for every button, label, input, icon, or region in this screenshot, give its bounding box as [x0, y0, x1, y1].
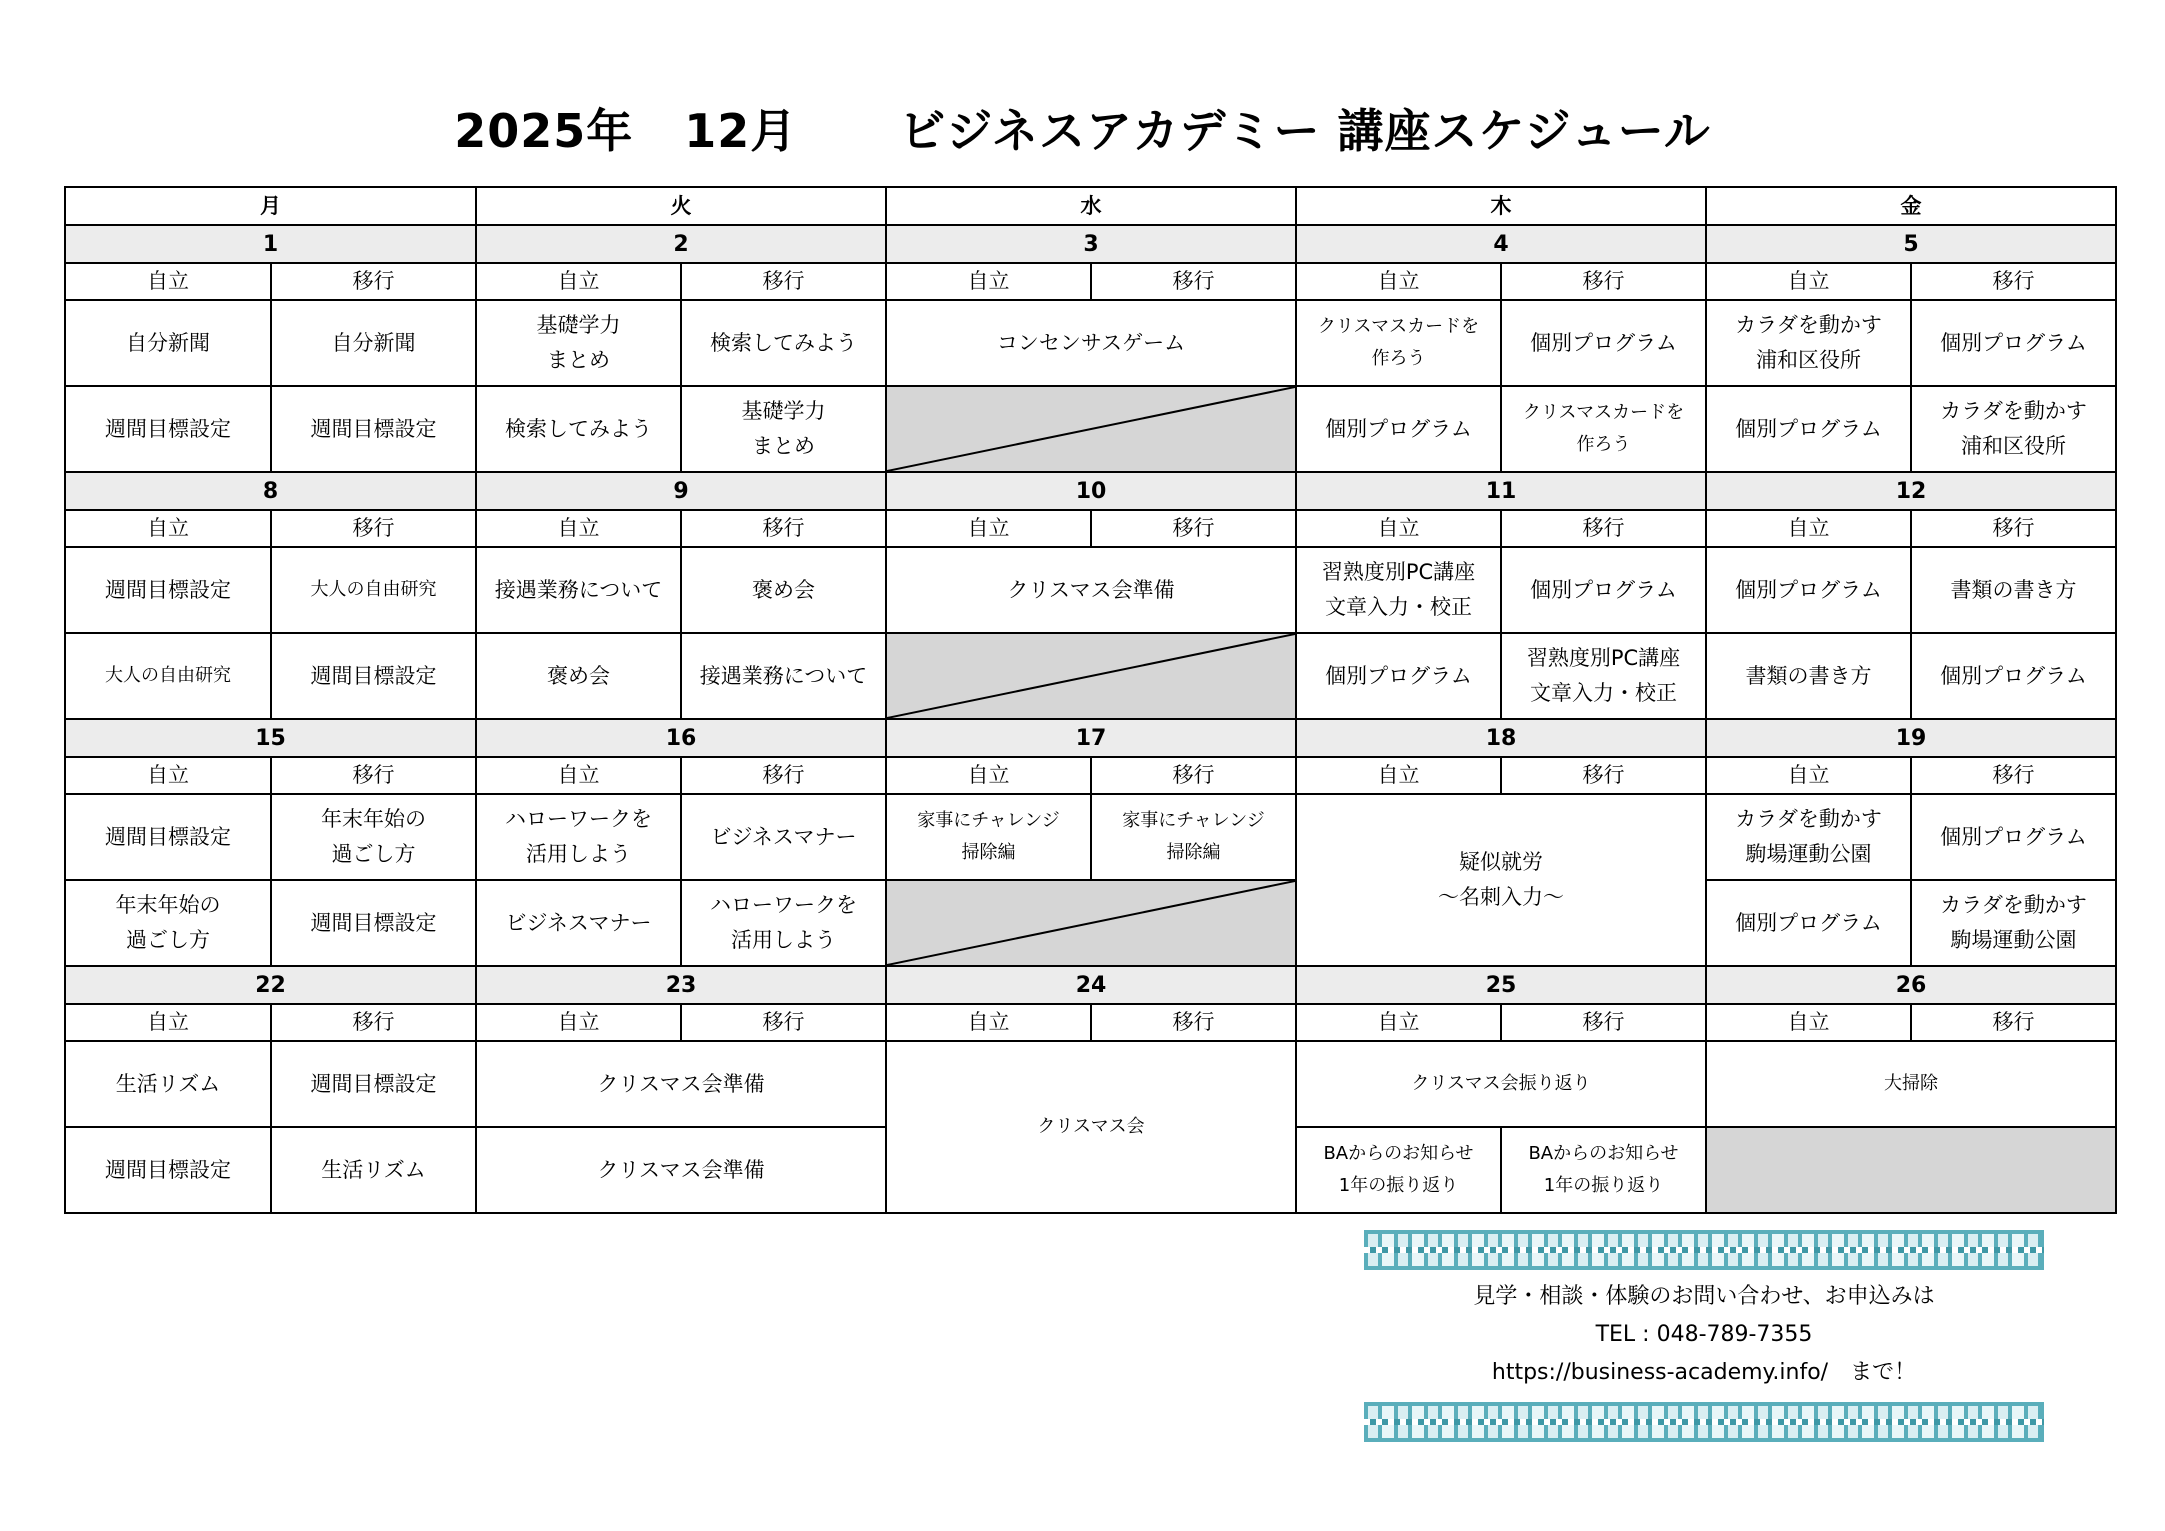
page-title: [0, 95, 2165, 161]
track-ikou: 移行: [271, 1004, 476, 1041]
date-row: [65, 719, 2116, 757]
date-cell: 19: [1706, 719, 2116, 757]
session-cell: 習熟度別PC講座 文章入力・校正: [1501, 633, 1706, 719]
date-cell: 1: [65, 225, 476, 263]
session-cell: ハローワークを 活用しよう: [476, 794, 681, 880]
track-jiritsu: 自立: [886, 757, 1091, 794]
track-ikou: 移行: [1911, 510, 2116, 547]
track-ikou: 移行: [1091, 1004, 1296, 1041]
session-row-1: [65, 1041, 2116, 1127]
date-cell: 23: [476, 966, 886, 1004]
session-cell: カラダを動かす 駒場運動公園: [1706, 794, 1911, 880]
session-cell: ハローワークを 活用しよう: [681, 880, 886, 966]
date-cell: 25: [1296, 966, 1706, 1004]
session-cell: 接遇業務について: [681, 633, 886, 719]
date-cell: 18: [1296, 719, 1706, 757]
weekday-mon: 月: [65, 187, 476, 225]
session-cell: 個別プログラム: [1501, 300, 1706, 386]
date-cell: 2: [476, 225, 886, 263]
session-row-2: [65, 880, 2116, 966]
date-row: [65, 225, 2116, 263]
diagonal-strike: [887, 881, 1295, 965]
session-cell: 週間目標設定: [271, 633, 476, 719]
contact-line-tel: TEL : 048-789-7355: [1595, 1322, 1813, 1347]
session-row-2: [65, 386, 2116, 472]
track-jiritsu: 自立: [1296, 263, 1501, 300]
track-jiritsu: 自立: [65, 757, 271, 794]
session-row-2: [65, 633, 2116, 719]
track-jiritsu: 自立: [1706, 1004, 1911, 1041]
track-row: [65, 263, 2116, 300]
title-year: 2025年: [454, 104, 634, 158]
session-cell: 生活リズム: [271, 1127, 476, 1213]
diagonal-strike: [887, 387, 1295, 471]
session-cell: 週間目標設定: [271, 1041, 476, 1127]
track-jiritsu: 自立: [476, 1004, 681, 1041]
track-ikou: 移行: [271, 757, 476, 794]
track-jiritsu: 自立: [886, 1004, 1091, 1041]
date-cell: 17: [886, 719, 1296, 757]
track-ikou: 移行: [681, 1004, 886, 1041]
session-row-1: [65, 300, 2116, 386]
track-ikou: 移行: [1911, 757, 2116, 794]
track-ikou: 移行: [1911, 1004, 2116, 1041]
session-cell: カラダを動かす 駒場運動公園: [1911, 880, 2116, 966]
session-cell: クリスマス会準備: [476, 1127, 886, 1213]
track-row: [65, 1004, 2116, 1041]
track-jiritsu: 自立: [1296, 510, 1501, 547]
track-ikou: 移行: [1501, 510, 1706, 547]
session-cell: BAからのお知らせ 1年の振り返り: [1296, 1127, 1501, 1213]
track-jiritsu: 自立: [476, 757, 681, 794]
session-cell: 週間目標設定: [65, 547, 271, 633]
track-ikou: 移行: [1501, 263, 1706, 300]
session-cell: 基礎学力 まとめ: [681, 386, 886, 472]
track-jiritsu: 自立: [1706, 510, 1911, 547]
track-ikou: 移行: [271, 263, 476, 300]
date-cell: 9: [476, 472, 886, 510]
track-ikou: 移行: [1501, 757, 1706, 794]
date-cell: 15: [65, 719, 476, 757]
track-jiritsu: 自立: [886, 263, 1091, 300]
date-cell: 16: [476, 719, 886, 757]
title-name: ビジネスアカデミー 講座スケジュール: [899, 104, 1711, 158]
track-jiritsu: 自立: [65, 510, 271, 547]
session-cell: 個別プログラム: [1501, 547, 1706, 633]
session-row-1: [65, 794, 2116, 880]
track-jiritsu: 自立: [476, 263, 681, 300]
date-cell: 5: [1706, 225, 2116, 263]
date-cell: 10: [886, 472, 1296, 510]
session-cell: 大人の自由研究: [65, 633, 271, 719]
session-cell: 個別プログラム: [1911, 300, 2116, 386]
session-cell: 個別プログラム: [1706, 386, 1911, 472]
track-ikou: 移行: [1501, 1004, 1706, 1041]
session-cell: 家事にチャレンジ 掃除編: [886, 794, 1091, 880]
track-ikou: 移行: [681, 263, 886, 300]
date-cell: 8: [65, 472, 476, 510]
contact-line-url: https://business-academy.info/ まで！: [1491, 1360, 1917, 1385]
track-ikou: 移行: [271, 510, 476, 547]
session-cell: 書類の書き方: [1706, 633, 1911, 719]
session-cell: クリスマスカードを 作ろう: [1296, 300, 1501, 386]
session-row-1: [65, 547, 2116, 633]
session-cell: 大人の自由研究: [271, 547, 476, 633]
date-cell: 3: [886, 225, 1296, 263]
contact-line-inquiry: 見学・相談・体験のお問い合わせ、お申込みは: [1473, 1284, 1935, 1309]
empty-slot: [1706, 1127, 2116, 1213]
session-cell: 家事にチャレンジ 掃除編: [1091, 794, 1296, 880]
track-ikou: 移行: [1911, 263, 2116, 300]
track-jiritsu: 自立: [1706, 757, 1911, 794]
empty-slot: [886, 633, 1296, 719]
weekday-row: [65, 187, 2116, 225]
session-cell: 年末年始の 過ごし方: [65, 880, 271, 966]
session-cell: 個別プログラム: [1706, 547, 1911, 633]
session-cell: 基礎学力 まとめ: [476, 300, 681, 386]
session-cell: ビジネスマナー: [681, 794, 886, 880]
session-cell: コンセンサスゲーム: [886, 300, 1296, 386]
session-cell: 自分新聞: [65, 300, 271, 386]
date-cell: 22: [65, 966, 476, 1004]
session-cell: 褒め会: [476, 633, 681, 719]
track-row: [65, 510, 2116, 547]
session-cell: 個別プログラム: [1911, 794, 2116, 880]
date-cell: 26: [1706, 966, 2116, 1004]
weekday-tue: 火: [476, 187, 886, 225]
track-jiritsu: 自立: [476, 510, 681, 547]
weekday-fri: 金: [1706, 187, 2116, 225]
session-cell: 大掃除: [1706, 1041, 2116, 1127]
session-cell: カラダを動かす 浦和区役所: [1706, 300, 1911, 386]
session-cell: 検索してみよう: [476, 386, 681, 472]
session-cell: 週間目標設定: [271, 880, 476, 966]
session-cell: カラダを動かす 浦和区役所: [1911, 386, 2116, 472]
track-row: [65, 757, 2116, 794]
date-cell: 11: [1296, 472, 1706, 510]
session-cell: 生活リズム: [65, 1041, 271, 1127]
track-ikou: 移行: [681, 757, 886, 794]
session-cell: 年末年始の 過ごし方: [271, 794, 476, 880]
diagonal-strike: [887, 634, 1295, 718]
session-cell-merged: クリスマス会: [886, 1041, 1296, 1213]
track-ikou: 移行: [1091, 757, 1296, 794]
session-cell: 個別プログラム: [1911, 633, 2116, 719]
session-cell: 個別プログラム: [1706, 880, 1911, 966]
schedule-table: [64, 186, 2117, 1214]
date-cell: 24: [886, 966, 1296, 1004]
decorative-band-top: [1364, 1230, 2044, 1270]
track-jiritsu: 自立: [886, 510, 1091, 547]
session-cell: 週間目標設定: [271, 386, 476, 472]
session-cell: クリスマス会振り返り: [1296, 1041, 1706, 1127]
session-cell: BAからのお知らせ 1年の振り返り: [1501, 1127, 1706, 1213]
session-cell: 週間目標設定: [65, 794, 271, 880]
session-cell: 接遇業務について: [476, 547, 681, 633]
session-cell: 自分新聞: [271, 300, 476, 386]
date-row: [65, 966, 2116, 1004]
session-cell: 習熟度別PC講座 文章入力・校正: [1296, 547, 1501, 633]
weekday-wed: 水: [886, 187, 1296, 225]
session-cell: 書類の書き方: [1911, 547, 2116, 633]
session-cell: 個別プログラム: [1296, 386, 1501, 472]
session-cell: 週間目標設定: [65, 1127, 271, 1213]
empty-slot: [886, 880, 1296, 966]
date-cell: 4: [1296, 225, 1706, 263]
session-cell: 個別プログラム: [1296, 633, 1501, 719]
track-jiritsu: 自立: [65, 1004, 271, 1041]
empty-slot: [886, 386, 1296, 472]
weekday-thu: 木: [1296, 187, 1706, 225]
track-jiritsu: 自立: [65, 263, 271, 300]
date-cell: 12: [1706, 472, 2116, 510]
date-row: [65, 472, 2116, 510]
track-ikou: 移行: [681, 510, 886, 547]
session-cell: 褒め会: [681, 547, 886, 633]
decorative-band-bottom: [1364, 1402, 2044, 1442]
title-month: 12月: [684, 104, 798, 158]
session-cell: 週間目標設定: [65, 386, 271, 472]
session-cell-merged: 疑似就労 ～名刺入力～: [1296, 794, 1706, 966]
track-ikou: 移行: [1091, 510, 1296, 547]
track-ikou: 移行: [1091, 263, 1296, 300]
session-cell: 検索してみよう: [681, 300, 886, 386]
track-jiritsu: 自立: [1296, 757, 1501, 794]
track-jiritsu: 自立: [1296, 1004, 1501, 1041]
session-cell: ビジネスマナー: [476, 880, 681, 966]
session-cell: クリスマスカードを 作ろう: [1501, 386, 1706, 472]
session-cell: クリスマス会準備: [886, 547, 1296, 633]
session-cell: クリスマス会準備: [476, 1041, 886, 1127]
track-jiritsu: 自立: [1706, 263, 1911, 300]
